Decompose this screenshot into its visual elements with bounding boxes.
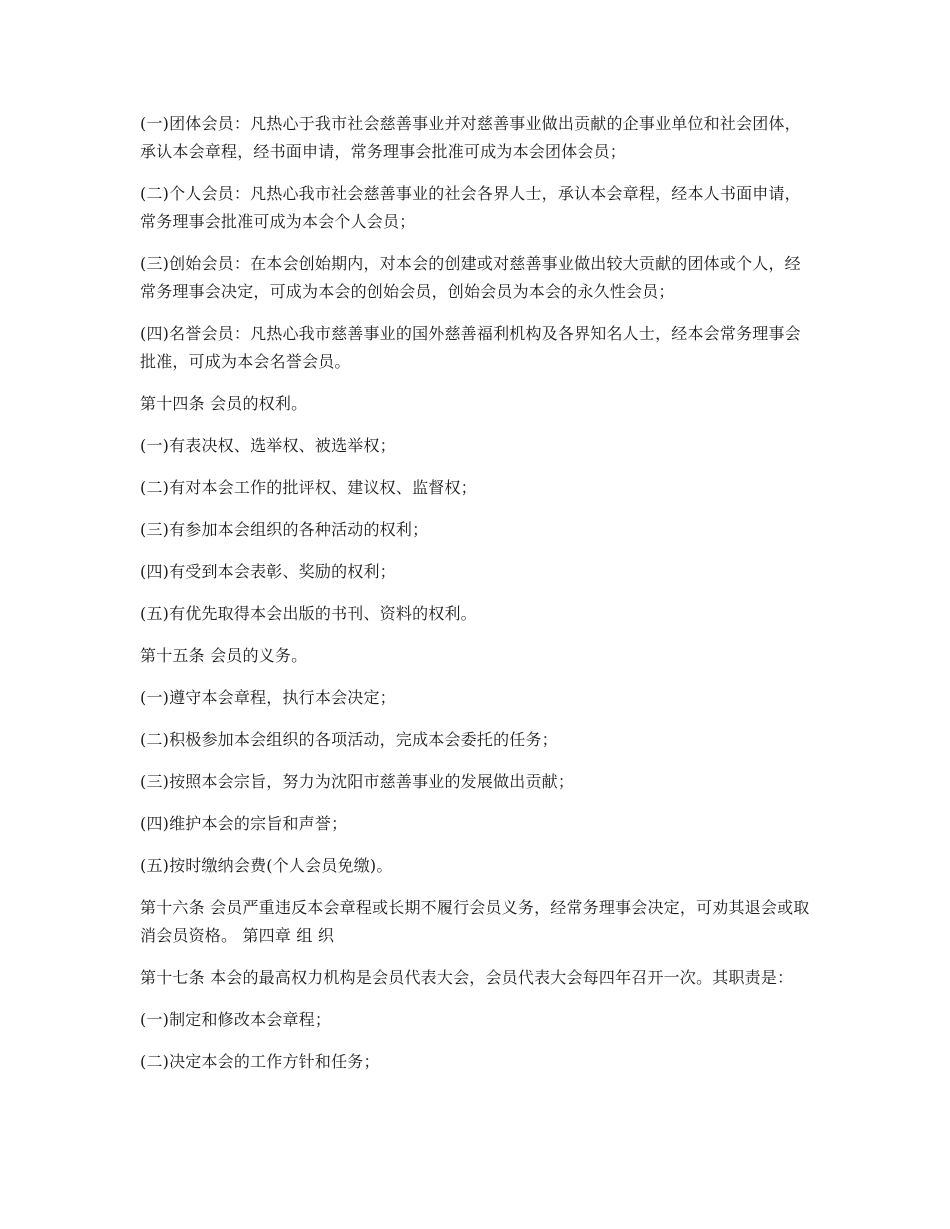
article-17-paragraph: 第十七条 本会的最高权力机构是会员代表大会，会员代表大会每四年召开一次。其职责是：: [140, 968, 794, 987]
article-14-heading: 第十四条 会员的权利。: [140, 394, 308, 413]
article-14-item-3: (三)有参加本会组织的各种活动的权利；: [140, 520, 429, 539]
article-15-item-1: (一)遵守本会章程，执行本会决定；: [140, 688, 396, 707]
article-15-item-2: (二)积极参加本会组织的各项活动，完成本会委托的任务；: [140, 730, 558, 749]
article-14-item-5: (五)有优先取得本会出版的书刊、资料的权利。: [140, 604, 477, 623]
article-15-item-5: (五)按时缴纳会费(个人会员免缴)。: [140, 856, 393, 875]
article-14-item-2: (二)有对本会工作的批评权、建议权、监督权；: [140, 478, 477, 497]
article-17-item-2: (二)决定本会的工作方针和任务；: [140, 1052, 380, 1071]
paragraph-honorary-member: (四)名誉会员：凡热心我市慈善事业的国外慈善福利机构及各界知名人士，经本会常务理事会批准，可成为本会名誉会员。: [140, 324, 801, 371]
article-14-item-4: (四)有受到本会表彰、奖励的权利；: [140, 562, 396, 581]
article-15-heading: 第十五条 会员的义务。: [140, 646, 308, 665]
article-17-item-1: (一)制定和修改本会章程；: [140, 1010, 332, 1029]
paragraph-group-member: (一)团体会员：凡热心于我市社会慈善事业并对慈善事业做出贡献的企事业单位和社会团体，承认本会章程，经书面申请，常务理事会批准可成为本会团体会员；: [140, 114, 801, 161]
article-15-item-4: (四)维护本会的宗旨和声誉；: [140, 814, 348, 833]
article-16-paragraph: 第十六条 会员严重违反本会章程或长期不履行会员义务，经常务理事会决定，可劝其退会或取消会员资格。 第四章 组 织: [140, 898, 810, 945]
paragraph-founding-member: (三)创始会员：在本会创始期内，对本会的创建或对慈善事业做出较大贡献的团体或个人，经常务理事会决定，可成为本会的创始会员，创始会员为本会的永久性会员；: [140, 254, 801, 301]
document-body: [140, 110, 815, 1090]
paragraph-individual-member: (二)个人会员：凡热心我市社会慈善事业的社会各界人士，承认本会章程，经本人书面申请，常务理事会批准可成为本会个人会员；: [140, 184, 801, 231]
article-14-item-1: (一)有表决权、选举权、被选举权；: [140, 436, 396, 455]
article-15-item-3: (三)按照本会宗旨，努力为沈阳市慈善事业的发展做出贡献；: [140, 772, 575, 791]
